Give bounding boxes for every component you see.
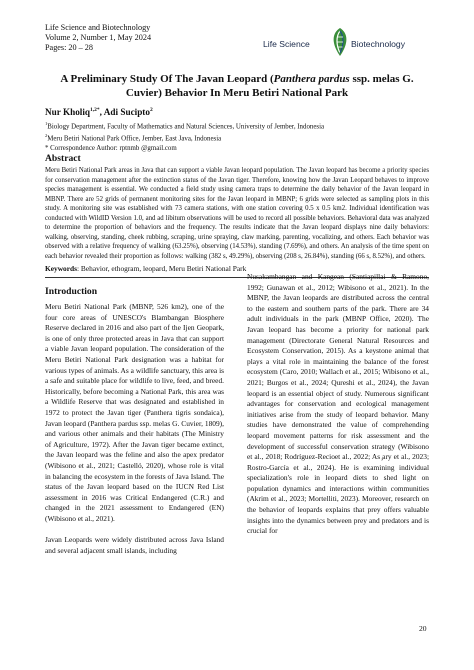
keywords-label: Keywords [45, 264, 78, 273]
journal-info [45, 23, 151, 54]
left-column [45, 302, 224, 567]
affiliation-2: $^2$Meru Betiri National Park Office, Jember, East Java, Indonesia [45, 133, 222, 143]
intro-paragraph-3: Nusakambangan and Kangean (Santiapillai & Ramono, 1992; Gunawan et al., 2012; Wibisono et al., 2021). In the MBNP, the Javan leopards are distributed across the central to the eastern and southern parts of the park. There are 34 adult individuals in the park (MBNP Office, 2020). The Javan leopard has become a priority for national park management (Directorate General Natural Resources and Ecosystem Conservation, 2015). As a keystone animal that plays a vital role in maintaining the balance of the forest ecosystem (Caro, 2010; Wallach et al., 2015; Wibisono et al., 2021; Burgos et al., 2024; Qureshi et al., 2024), the Javan leopard is an essential object of study. Numerous significant advantages for conservation and ecological management initiatives arise from the study of leopard behavior. Many studies have demonstrated the value of comprehending leopard movement patterns for risk assessment and the development of successful conservation strategy (Wibisono et al., 2018; Rodríguez‐Recioet al., 2022; As ̧ary et al., 2023; Rostro-García et al., 2024). He is examining individual specialization's role in leopard diets to shed light on population dynamics and interactions within communities (Akrim et al., 2023; Mortelliti, 2023). Moreover, research on the behavior of leopards explains that prey offers valuable insights into the dynamics between prey and predators and is crucial for [247, 272, 429, 536]
logo-text-right: Biotechnology [351, 39, 405, 49]
author-list [45, 107, 153, 117]
introduction-heading: Introduction [45, 286, 98, 297]
author-1-affil: 1,2* [90, 107, 100, 113]
paper-title [45, 72, 429, 100]
page-number: 20 [419, 624, 427, 633]
journal-name: Life Science and Biotechnology [45, 23, 151, 32]
intro-paragraph-1: Meru Betiri National Park (MBNP, 526 km2), one of the four core areas of UNESCO's Blambangan Biosphere Reserve declared in 2016 and also part of the Ijen Geopark, is one of only three protected areas in Java that can support a viable Javan leopard population. The consideration of the Meru Betiri National Park designation was a habitat for various types of animals. As a wildlife sanctuary, this area is a safe and suitable place for wildlife to live, feed, and breed. Historically, before becoming a National Park, this area was a Wildlife Reserve that was designated and established in 1972 to protect the Javan tiger (Panthera tigris sondaica), Javan leopard (Panthera pardus ssp. melas G. Cuvier, 1809), and various other animals and their habitats (The Ministry of Agriculture, 1972). After the Javan tiger became extinct, the Javan leopard was the feline and also the apex predator (Wibisono et al., 2021; Castelló, 2020), whose role is vital in balancing the ecosystem in the forests of Java Island. The status of the Javan leopard based on the IUCN Red List assessment in 2016 was Critical Endangered (C.R.) and changed in the 2021 assessment to Endangered (EN) (Wibisono et al., 2021). [45, 302, 224, 523]
dna-leaf-icon [327, 27, 353, 57]
abstract-heading: Abstract [45, 153, 81, 164]
author-separator: , [99, 107, 104, 118]
author-2-affil: 2 [149, 107, 153, 113]
page-header [45, 23, 435, 63]
title-part2: ssp. melas G. Cuvier) Behavior In Meru Betiri National Park [125, 73, 414, 99]
journal-volume: Volume 2, Number 1, May 2024 [45, 33, 152, 43]
journal-pages: Pages: 20 – 28 [45, 43, 93, 53]
logo-text-left: Life Science [263, 39, 310, 49]
affiliations [45, 119, 324, 153]
journal-logo [263, 27, 443, 63]
intro-paragraph-2: Javan Leopards were widely distributed across Java Island and several adjacent small islands, including [45, 535, 224, 555]
author-1: Nur Kholiq [45, 107, 91, 118]
abstract-body: Meru Betiri National Park areas in Java that can support a viable Javan leopard population. The Javan leopard has become a priority species for conservation management after the extinction status of the Javan tiger. Therefore, knowing how the Javan Leopard behaves to improve species management is essential. We conducted a field study using camera traps to determine the daily behavior of the Javan leopard in MBNP. There are 52 grids of permanent monitoring sites for the Javan leopard in MBNP; 6 grids were selected as sampling plots in this study. A monitoring site was established with 73 camera stations, with one station covering 0.5 x 0.5 km2. Individual identification was conducted with WildID Version 1.0, and ad libitum observations will be used to record all possible behaviors. Behavioral data was analyzed to determine the proportion of behaviors and the frequency. The results indicate that the Javan leopard displays nine daily behaviors: walking, observing, standing, cheek rubbing, scraping, urine spraying, claw marking, parenting, vocalizing, and others. Each behavior was observed with a relative frequency of walking (63.25%), observing (14.53%), standing (7.69%), and others. An analysis of the time spent on each behavior revealed their proportion as follows: walking (382 s, 49.29%), observing (208 s, 26.84%), standing (66 s, 8.52%), and others. [45, 167, 429, 260]
correspondence: * Correspondence Author: rptnmb @gmail.com [45, 144, 177, 152]
author-2: Adi Sucipto [103, 107, 150, 118]
title-part1: A Preliminary Study Of The Javan Leopard ( [60, 73, 274, 85]
affiliation-1: $^1$Biology Department, Faculty of Mathematics and Natural Sciences, University of Jember, Indonesia [45, 121, 325, 131]
title-species: Panthera pardus [273, 73, 350, 85]
right-column [247, 272, 429, 547]
keywords [45, 264, 246, 273]
keywords-list: : Behavior, ethogram, leopard, Meru Betiri National Park [77, 264, 247, 273]
